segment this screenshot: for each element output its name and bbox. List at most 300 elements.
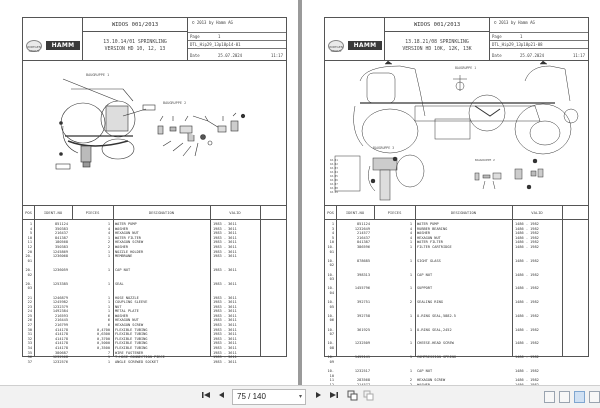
cell-valid: 1983 - 3611 (213, 332, 237, 337)
cell-pos: 26 (27, 318, 32, 323)
cell-des: HEXAGON SCREW (115, 240, 144, 245)
cell-ident: 283568 (357, 378, 370, 383)
date-row (188, 48, 286, 61)
doc-id: DTL_Hip29_13p18p21-08 (492, 42, 543, 47)
cell-des: CAP NUT (115, 267, 131, 272)
cell-ident: 1236068 (52, 254, 68, 259)
cell-pos: 10 (329, 373, 334, 378)
cell-des: HEXAGON SCREW (417, 378, 446, 383)
cell-ident: 392751 (357, 300, 370, 305)
sprinkling-diagram-icon (23, 61, 286, 206)
cell-pieces: 4 (409, 235, 412, 240)
cell-valid: 1486 - 1982 (515, 235, 539, 240)
cell-pos: 10 (27, 235, 32, 240)
time-value: 11:17 (572, 53, 585, 58)
page-number-input[interactable] (232, 389, 306, 405)
cell-ident: 361925 (357, 327, 370, 332)
fit-page-button[interactable] (346, 390, 358, 404)
col-pos: POS (25, 210, 32, 215)
cell-des: WASHER (115, 226, 128, 231)
parts-table (325, 206, 588, 383)
parts-table (23, 206, 286, 364)
cell-valid: 1983 - 3611 (213, 327, 237, 332)
exploded-view-diagram (325, 61, 588, 206)
cell-ident: 414178 (55, 336, 68, 341)
cell-valid: 1983 - 3611 (213, 281, 237, 286)
cell-pieces: 4 (409, 231, 412, 236)
cell-pos: 07 (329, 332, 334, 337)
cell-des: HEXAGON SCREW (115, 323, 144, 328)
first-page-button[interactable] (200, 390, 212, 404)
cell-pos: 03 (329, 277, 334, 282)
page-number-value: 75 / 140 (237, 392, 266, 401)
cell-des: HEXAGON NUT (115, 231, 139, 236)
cell-valid: 1983 - 3611 (213, 240, 237, 245)
cell-pos: 10 (329, 240, 334, 245)
cell-valid: 1983 - 3611 (213, 249, 237, 254)
cell-des: COMPRESSION SPRING (417, 355, 456, 360)
page-label: Page (492, 34, 502, 39)
cell-valid: 1486 - 1982 (515, 378, 539, 383)
svg-text:10.03: 10.03 (330, 167, 338, 170)
prev-page-button[interactable] (216, 390, 228, 404)
cell-des: SUPPORT (417, 286, 433, 291)
cell-ident: 1236059 (52, 267, 68, 272)
svg-text:10.07: 10.07 (330, 183, 338, 186)
cell-pos: 02 (329, 263, 334, 268)
cell-pos: 02 (27, 272, 32, 277)
col-designation: DESIGNATION (450, 210, 477, 215)
cell-pieces: 0,4700 (97, 327, 110, 332)
table-header (23, 206, 286, 220)
cell-des: SEALING RING (417, 300, 443, 305)
cell-pos: 22 (27, 300, 32, 305)
cell-ident: 878685 (357, 258, 370, 263)
cell-pieces: 1 (409, 327, 412, 332)
date-label: Date (492, 53, 502, 58)
cell-valid: 1486 - 1982 (515, 240, 539, 245)
cell-valid: 1486 - 1982 (515, 300, 539, 305)
col-designation: DESIGNATION (148, 210, 175, 215)
svg-text:10.05: 10.05 (330, 175, 338, 178)
cell-pos: 1 (331, 222, 334, 226)
svg-text:10.09: 10.09 (330, 191, 338, 194)
cell-pos: 04 (329, 290, 334, 295)
model-title: WIDOS 001/2013 (83, 18, 187, 32)
cell-pieces: 1 (409, 240, 412, 245)
cell-pieces: 1 (409, 313, 412, 318)
cell-pos: 1 (29, 222, 32, 226)
version-text: VERSION HD 10, 12, 13 (104, 47, 166, 52)
single-page-view-button[interactable] (544, 391, 555, 403)
cell-pos: 10. (327, 300, 334, 305)
cell-pos: 30 (27, 327, 32, 332)
cell-des: WASHER (115, 244, 128, 249)
col-pieces: PIECES (387, 210, 402, 215)
cell-valid: 1983 - 3611 (213, 313, 237, 318)
cell-pieces: 6 (107, 323, 110, 328)
cell-des: T-HOSE CONNECTION PIECE (115, 355, 165, 360)
cell-pieces: 1 (107, 295, 110, 300)
cell-ident: 1232568 (52, 355, 68, 360)
cell-valid: 1983 - 3611 (213, 267, 237, 272)
cell-pieces: 1 (107, 254, 110, 259)
cell-ident: 392758 (357, 313, 370, 318)
cell-pos: 34 (27, 346, 32, 351)
cell-ident: 414178 (55, 346, 68, 351)
right-page (302, 0, 600, 381)
cell-des: FLEXIBLE TUBING (115, 332, 148, 337)
section-name: 13.10.14/01 SPRINKLING (103, 40, 167, 45)
svg-text:10.08: 10.08 (330, 187, 338, 190)
two-page-continuous-view-button[interactable] (589, 391, 600, 403)
cell-des: ANGLE SCREWED SOCKET (115, 359, 159, 364)
wirtgen-group-logo: WIRTGEN GROUP (26, 40, 42, 52)
date-value: 25.07.2024 (520, 53, 545, 58)
right-page-frame (324, 17, 589, 383)
cell-pos: 31 (27, 332, 32, 337)
cell-valid: 1983 - 3611 (213, 254, 237, 259)
cell-des: FLEXIBLE TUBING (115, 327, 148, 332)
cell-pieces: 1 (409, 258, 412, 263)
cell-pos: 12 (27, 244, 32, 249)
cell-des: RUBBER BEARING (417, 226, 448, 231)
left-page (0, 0, 298, 381)
cell-ident: 380687 (55, 350, 68, 355)
cell-ident: 180568 (55, 240, 68, 245)
cell-pos: 4 (29, 226, 32, 231)
section-title (385, 32, 489, 61)
svg-text:BAUGRUPPE 1: BAUGRUPPE 1 (455, 66, 477, 70)
cell-pieces: 1 (107, 309, 110, 314)
doc-id-row (490, 40, 588, 48)
cell-des: WATER FILTER (417, 240, 443, 245)
cell-pieces: 1 (107, 355, 110, 360)
cell-des: O-RING SEAL,2452 (417, 327, 452, 332)
cell-valid: 1486 - 1982 (515, 222, 539, 226)
cell-valid: 1983 - 3611 (213, 309, 237, 314)
cell-valid: 1486 - 1982 (515, 341, 539, 346)
cell-ident: 1232576 (52, 359, 68, 364)
doc-id: DTL_Hip29_13p18p14-01 (190, 42, 241, 47)
date-value: 25.07.2024 (218, 53, 243, 58)
title-cell (385, 18, 489, 61)
cell-pieces: 1 (107, 281, 110, 286)
cell-des: NOZZLE HOLDER (115, 249, 144, 254)
cell-ident: 841387 (55, 235, 68, 240)
cell-pos: 03 (27, 286, 32, 291)
cell-pos: 10. (327, 369, 334, 373)
cell-des: WASHER (417, 231, 430, 236)
cell-valid: 1983 - 3611 (213, 350, 237, 355)
cell-ident: 214577 (357, 231, 370, 236)
cell-ident: 216593 (55, 313, 68, 318)
viewer-toolbar (0, 385, 600, 408)
cell-ident: 1246879 (52, 295, 68, 300)
title-cell (83, 18, 187, 61)
cell-des: HEXAGON NUT (115, 318, 139, 323)
cell-pieces: 4 (409, 226, 412, 231)
cell-ident: 398313 (357, 272, 370, 277)
cell-pos: 11 (27, 240, 32, 245)
cell-des: WIRE FASTENER (115, 350, 144, 355)
col-pos: POS (327, 210, 334, 215)
page-row (490, 32, 588, 40)
cell-valid: 1983 - 3611 (213, 235, 237, 240)
col-valid: VALID (229, 210, 241, 215)
cell-valid: 1983 - 3611 (213, 355, 237, 360)
cell-des: WASHER (115, 313, 128, 318)
cell-pieces: 0,6300 (97, 332, 110, 337)
cell-pieces: 6 (107, 313, 110, 318)
col-ident: IDENT-NO (345, 210, 365, 215)
cell-pos: 10. (327, 313, 334, 318)
cell-pos: 20. (25, 254, 32, 259)
cell-pos: 33 (27, 341, 32, 346)
cell-valid: 1983 - 3611 (213, 222, 237, 226)
cell-ident: 414178 (55, 327, 68, 332)
cell-des: O-RING SEAL,5882.5 (417, 313, 456, 318)
continuous-view-button[interactable] (559, 391, 570, 403)
cell-pos: 09 (329, 359, 334, 364)
cell-des: SEAL (115, 281, 124, 286)
cell-des: WATER FILTER (115, 235, 141, 240)
col-valid: VALID (531, 210, 543, 215)
cell-pos: 10. (327, 258, 334, 263)
cell-valid: 1983 - 3611 (213, 295, 237, 300)
cell-des: FILTER CARTRIDGE (417, 244, 452, 249)
cell-ident: 350383 (55, 226, 68, 231)
cell-pos: 5 (331, 235, 334, 240)
cell-valid: 1983 - 3611 (213, 300, 237, 305)
left-page-frame (22, 17, 287, 364)
cell-valid: 1983 - 3611 (213, 318, 237, 323)
cell-valid: 1486 - 1982 (515, 244, 539, 249)
cell-pieces: 2 (107, 240, 110, 245)
cell-ident: 841387 (357, 240, 370, 245)
prev-page-icon (217, 390, 227, 400)
logo-cell (325, 18, 385, 61)
cell-valid: 1983 - 3611 (213, 244, 237, 249)
cell-ident: 1455141 (354, 355, 370, 360)
cell-ident: 851124 (55, 222, 68, 226)
cell-ident: 1245869 (52, 249, 68, 254)
wirtgen-group-logo: WIRTGEN GROUP (328, 40, 344, 52)
table-row (23, 360, 286, 365)
svg-text:10.04: 10.04 (330, 171, 338, 174)
page-label: Page (190, 34, 200, 39)
cell-des: WATER PUMP (417, 222, 439, 226)
cell-des: SIGHT GLASS (417, 258, 441, 263)
cell-pos: 10. (327, 327, 334, 332)
cell-ident: 414178 (55, 332, 68, 337)
cell-pos: 20. (25, 267, 32, 272)
exploded-view-diagram (23, 61, 286, 206)
cell-ident: 216445 (55, 318, 68, 323)
section-name: 13.18.21/08 SPRINKLING (405, 40, 469, 45)
cell-pieces: 0,3500 (97, 346, 110, 351)
cell-valid: 1983 - 3611 (213, 323, 237, 328)
cell-valid: 1983 - 3611 (213, 226, 237, 231)
cell-pos: 35 (27, 350, 32, 355)
cell-pieces: 4 (107, 226, 110, 231)
page-row (188, 32, 286, 40)
cell-pieces: 1 (107, 359, 110, 364)
cell-pos: 11 (329, 378, 334, 383)
cell-pieces: 1 (409, 272, 412, 277)
cell-pos: 01 (329, 249, 334, 254)
cell-valid: 1486 - 1982 (515, 286, 539, 291)
cell-des: FLEXIBLE TUBING (115, 341, 148, 346)
cell-ident: 216437 (55, 231, 68, 236)
roller-sprinkling-diagram-icon (325, 61, 588, 206)
cell-valid: 1983 - 3611 (213, 346, 237, 351)
cell-des: METAL PLATE (115, 309, 139, 314)
cell-valid: 1486 - 1982 (515, 355, 539, 360)
cell-pieces: 1 (409, 244, 412, 249)
hamm-logo: HAMM (348, 41, 382, 50)
cell-pos: 24 (27, 309, 32, 314)
next-page-icon (313, 390, 323, 400)
cell-pieces: 1 (107, 249, 110, 254)
cell-ident: 1245982 (52, 300, 68, 305)
cell-pieces: 2 (107, 244, 110, 249)
cell-pieces: 1 (409, 286, 412, 291)
next-page-button[interactable] (312, 390, 324, 404)
cell-valid: 1486 - 1982 (515, 258, 539, 263)
cell-des: CAP NUT (417, 369, 433, 373)
cell-ident: 350383 (55, 244, 68, 249)
cell-pos: 10. (327, 272, 334, 277)
cell-ident: 1492384 (52, 309, 68, 314)
cell-valid: 1486 - 1982 (515, 226, 539, 231)
cell-pos: 5 (29, 231, 32, 236)
page-value: 1 (218, 34, 221, 39)
copyright-text: © 2013 by Hamm AG (494, 20, 535, 25)
col-ident: IDENT-NO (43, 210, 63, 215)
cell-pieces: 0,3700 (97, 336, 110, 341)
cell-ident: 1232517 (354, 369, 370, 373)
cell-pos: 4 (331, 231, 334, 236)
chevron-down-icon[interactable]: ▾ (298, 394, 302, 400)
svg-text:10.06: 10.06 (330, 179, 338, 182)
cell-des: CHEESE-HEAD SCREW (417, 341, 454, 346)
page-value: 1 (520, 34, 523, 39)
cell-des: HOSE NOZZLE (115, 295, 139, 300)
cell-valid: 1486 - 1982 (515, 272, 539, 277)
cell-pieces: 1 (107, 304, 110, 309)
cell-pos: 37 (27, 359, 32, 364)
cell-valid: 1983 - 3611 (213, 231, 237, 236)
fit-width-icon (363, 390, 374, 401)
cell-pos: 20. (25, 281, 32, 286)
hamm-logo: HAMM (46, 41, 80, 50)
cell-pieces: 1 (409, 222, 412, 226)
cell-ident: 414178 (55, 341, 68, 346)
last-page-icon (329, 390, 339, 400)
svg-text:BAUGRUPPE 2: BAUGRUPPE 2 (475, 158, 495, 162)
cell-valid: 1486 - 1982 (515, 369, 539, 373)
last-page-button[interactable] (328, 390, 340, 404)
cell-pos: 20 (27, 249, 32, 254)
cell-pieces: 6 (107, 318, 110, 323)
cell-pos: 36 (27, 355, 32, 360)
cell-ident: 851124 (357, 222, 370, 226)
cell-pos: 25 (27, 313, 32, 318)
cell-pieces: 1 (107, 235, 110, 240)
svg-text:10.02: 10.02 (330, 163, 338, 166)
cell-pieces: 1 (409, 369, 412, 373)
fit-width-button[interactable] (362, 390, 374, 404)
cell-valid: 1486 - 1982 (515, 327, 539, 332)
cell-ident: 216799 (55, 323, 68, 328)
cell-valid: 1983 - 3611 (213, 304, 237, 309)
cell-pieces: 2 (409, 378, 412, 383)
meta-cell (187, 18, 286, 61)
cell-pos: 06 (329, 318, 334, 323)
cell-ident: 216437 (357, 235, 370, 240)
cell-pos: 27 (27, 323, 32, 328)
cell-pos: 10. (327, 286, 334, 291)
cell-pieces: 4 (107, 231, 110, 236)
cell-des: CAP NUT (417, 272, 433, 277)
cell-pos: 10. (327, 244, 334, 249)
cell-ident: 386596 (357, 244, 370, 249)
first-page-icon (201, 390, 211, 400)
cell-pos: 08 (329, 346, 334, 351)
cell-pos: 01 (27, 258, 32, 263)
doc-id-row (188, 40, 286, 48)
cell-des: NUT (115, 304, 122, 309)
svg-text:10.01: 10.01 (330, 159, 338, 162)
table-body (325, 222, 588, 392)
cell-valid: 1983 - 3611 (213, 336, 237, 341)
cell-pos: 32 (27, 336, 32, 341)
cell-pos: 3 (331, 226, 334, 231)
svg-text:BAUGRUPPE 2: BAUGRUPPE 2 (163, 101, 187, 105)
svg-text:BAUGRUPPE 1: BAUGRUPPE 1 (86, 73, 110, 77)
cell-pieces: 1 (409, 341, 412, 346)
two-page-view-button[interactable] (574, 391, 585, 403)
table-header (325, 206, 588, 220)
cell-des: HEXAGON NUT (417, 235, 441, 240)
cell-pieces: 2 (409, 300, 412, 305)
left-page-header (23, 18, 286, 61)
cell-pieces: 1 (409, 355, 412, 360)
cell-ident: 1455796 (354, 286, 370, 291)
cell-pos: 05 (329, 304, 334, 309)
copyright-text: © 2013 by Hamm AG (192, 20, 233, 25)
cell-pieces: 0,5000 (97, 341, 110, 346)
cell-pos: 10. (327, 355, 334, 360)
model-title: WIDOS 001/2013 (385, 18, 489, 32)
cell-des: MEMBRANE (115, 254, 133, 259)
svg-text:BAUGRUPPE 3: BAUGRUPPE 3 (373, 146, 395, 150)
col-pieces: PIECES (85, 210, 100, 215)
cell-ident: 1253385 (52, 281, 68, 286)
cell-ident: 1232649 (354, 226, 370, 231)
logo-cell (23, 18, 83, 61)
cell-valid: 1983 - 3611 (213, 341, 237, 346)
table-body (23, 222, 286, 364)
date-label: Date (190, 53, 200, 58)
cell-pos: 10. (327, 341, 334, 346)
section-title (83, 32, 187, 61)
cell-des: FLEXIBLE TUBING (115, 346, 148, 351)
cell-des: WATER PUMP (115, 222, 137, 226)
cell-pieces: 1 (107, 300, 110, 305)
cell-pieces: 1 (107, 267, 110, 272)
